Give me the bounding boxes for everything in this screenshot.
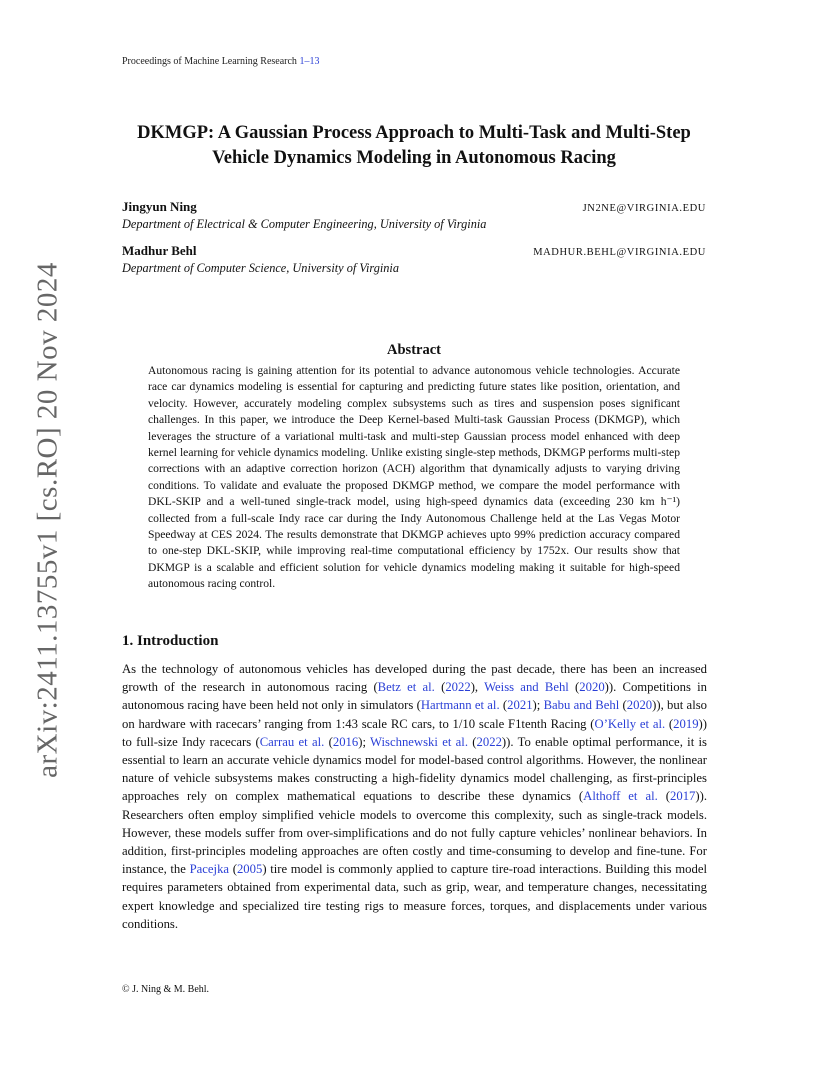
author-email: JN2NE@VIRGINIA.EDU [582, 203, 706, 214]
citation-link[interactable]: Betz et al. [377, 680, 435, 695]
paragraph-text: ), [470, 680, 485, 695]
citation-link[interactable]: 2022 [476, 734, 502, 749]
arxiv-identifier: arXiv:2411.13755v1 [cs.RO] 20 Nov 2024 [31, 262, 64, 778]
citation-link[interactable]: 2019 [673, 716, 699, 731]
citation-link[interactable]: 2022 [445, 680, 471, 695]
abstract-heading: Abstract [387, 342, 441, 358]
author-affiliation: Department of Electrical & Computer Engineering, University of Virginia [122, 217, 487, 231]
citation-link[interactable]: Wischnewski et al. [370, 734, 468, 749]
running-header [122, 56, 319, 67]
citation-link[interactable]: 2020 [579, 680, 605, 695]
paragraph-text: )), but also on hardware with racecars’ ranging from 1:43 scale RC cars, to 1/10 scale F1tenth Racing ( [122, 698, 707, 731]
paper-title-line-2: Vehicle Dynamics Modeling in Autonomous Racing [212, 148, 616, 168]
paragraph-text: ) tire model is commonly applied to capture tire-road interactions. Building this model requires parameters obtained from experimental data, such as grip, wear, and temperature changes, necessitating expert knowledge and specialized tire testing rigs to measure forces, torques, and displacements under various conditions. [122, 862, 707, 931]
author-name: Jingyun Ning [122, 199, 197, 214]
paragraph-text: ( [324, 734, 333, 749]
introduction-paragraph [122, 660, 707, 933]
running-header-text: Proceedings of Machine Learning Research [122, 56, 297, 67]
author-block-2 [122, 243, 706, 276]
paragraph-text: )). To enable optimal performance, it is essential to learn an accurate vehicle dynamics model for model-based control algorithms. However, the nonlinear nature of vehicle subsystems makes constructing a high-fidelity dynamics model challenging, as first-principles approaches rely on complex mathematical equations to describe these dynamics ( [122, 734, 707, 804]
citation-link[interactable]: 2016 [332, 734, 359, 749]
paragraph-text: )). Competitions in autonomous racing have been held not only in simulators ( [122, 680, 707, 713]
citation-link[interactable]: 2021 [507, 698, 533, 713]
page-range-link[interactable]: 1–13 [299, 56, 320, 67]
author-name: Madhur Behl [122, 243, 197, 258]
paragraph-text: ( [468, 734, 477, 749]
paragraph-text: )) to full-size Indy racecars ( [122, 716, 707, 749]
author-email: MADHUR.BEHL@VIRGINIA.EDU [533, 247, 706, 258]
author-block-1 [122, 199, 706, 232]
citation-link[interactable]: Weiss and Behl [484, 680, 569, 695]
copyright-footer: © J. Ning & M. Behl. [122, 984, 210, 995]
paragraph-text: ( [665, 716, 674, 731]
paragraph-text: ( [499, 698, 508, 713]
paragraph-text: ( [229, 862, 237, 877]
paragraph-text: As the technology of autonomous vehicles has developed during the past decade, there has been an increased growth of the research in autonomous racing ( [122, 662, 707, 695]
citation-link[interactable]: Carrau et al. [259, 734, 325, 749]
paragraph-text: ( [657, 789, 671, 804]
paragraph-text: ); [358, 734, 371, 749]
paper-title-line-1: DKMGP: A Gaussian Process Approach to Multi-Task and Multi-Step [137, 123, 691, 143]
citation-link[interactable]: Hartmann et al. [420, 698, 500, 713]
paragraph-text: ( [619, 698, 627, 713]
paragraph-text: )). Researchers often employ simplified vehicle models to overcome this complexity, such as single-track models. However, these models suffer from over-simplifications and do not fully capture vehicles’ nonlinear behaviors. In addition, first-principles modeling approaches are often costly and time-consuming to develop and fine-tune. For instance, the [122, 789, 708, 877]
citation-link[interactable]: Pacejka [189, 862, 230, 877]
paper-title [90, 121, 738, 171]
citation-link[interactable]: O’Kelly et al. [594, 716, 666, 731]
citation-link[interactable]: 2005 [236, 862, 263, 877]
citation-link[interactable]: Babu and Behl [543, 698, 620, 713]
citation-link[interactable]: Althoff et al. [583, 789, 658, 804]
author-affiliation: Department of Computer Science, University of Virginia [122, 261, 399, 275]
section-heading-introduction: 1. Introduction [122, 633, 219, 649]
citation-link[interactable]: 2017 [670, 789, 696, 804]
paragraph-text: ); [532, 698, 544, 713]
citation-link[interactable]: 2020 [626, 698, 653, 713]
abstract-text: Autonomous racing is gaining attention for its potential to advance autonomous vehicle technologies. Accurate race car dynamics modeling is essential for capturing and predicting future states like position, orientation, and velocity. However, accurately modeling complex subsystems such as tires and suspension poses significant challenges. In this paper, we introduce the Deep Kernel-based Multi-task Gaussian Process (DKMGP), which leverages the structure of a variational multi-task and multi-step Gaussian process model enhanced with deep kernel learning for vehicle dynamics modeling. Unlike existing single-step methods, DKMGP performs multi-step corrections with an adaptive correction horizon (ACH) algorithm that dynamically adjusts to varying driving conditions. To validate and evaluate the proposed DKMGP method, we compare the model performance with DKL-SKIP and a well-tuned single-track model, using high-speed dynamics data (exceeding 230 km h⁻¹) collected from a full-scale Indy race car during the Indy Autonomous Challenge held at the Las Vegas Motor Speedway at CES 2024. The results demonstrate that DKMGP achieves upto 99% prediction accuracy compared to one-step DKL-SKIP, while improving real-time computational efficiency by 1752x. Our results show that DKMGP is a scalable and efficient solution for vehicle dynamics modeling making it suitable for high-speed autonomous racing control. [148, 364, 680, 591]
paragraph-text: ( [434, 680, 446, 695]
paragraph-text: ( [568, 680, 580, 695]
